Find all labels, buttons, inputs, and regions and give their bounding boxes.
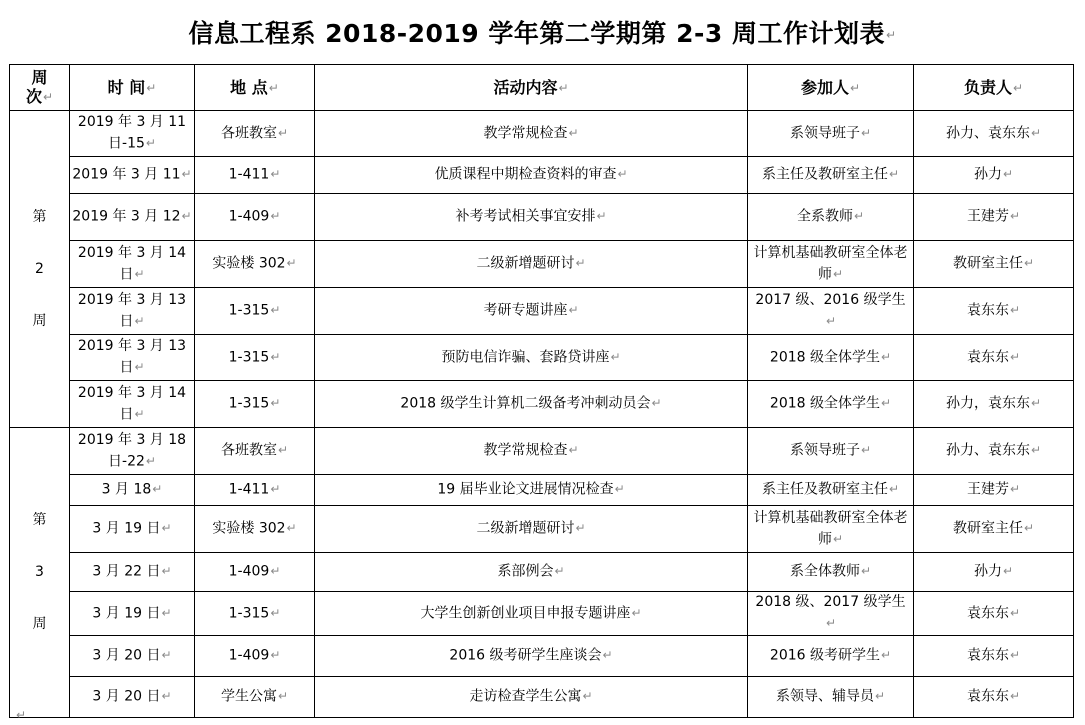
paragraph-mark: ↵ [16,708,27,722]
cell-time: 2019 年 3 月 11↵ [70,157,195,194]
work-plan-table [9,64,1074,718]
week-label [10,111,70,428]
cell-content: 教学常规检查↵ [315,111,748,157]
cell-time: 2019 年 3 月 12↵ [70,194,195,241]
cell-time: 2019 年 3 月 13 日↵ [70,288,195,335]
cell-time: 3 月 18↵ [70,475,195,506]
cell-participants: 2018 级、2017 级学生↵ [748,592,914,636]
cell-content: 二级新增题研讨↵ [315,241,748,288]
cell-content: 优质课程中期检查资料的审查↵ [315,157,748,194]
cell-time: 2019 年 3 月 18 日-22↵ [70,428,195,475]
cell-time: 2019 年 3 月 14 日↵ [70,241,195,288]
cell-place: 实验楼 302↵ [195,506,315,553]
cell-content: 2016 级考研学生座谈会↵ [315,635,748,676]
table-row [10,676,1074,717]
cell-owner: 孙力↵ [914,157,1074,194]
cell-content: 二级新增题研讨↵ [315,506,748,553]
cell-place: 1-315↵ [195,335,315,381]
table-row [10,194,1074,241]
cell-owner: 王建芳↵ [914,194,1074,241]
header-time: 时 间↵ [70,65,195,111]
header-content: 活动内容↵ [315,65,748,111]
table-row [10,111,1074,157]
week-char: 3 [35,564,44,581]
cell-place: 实验楼 302↵ [195,241,315,288]
cell-place: 各班教室↵ [195,111,315,157]
cell-participants: 全系教师↵ [748,194,914,241]
header-participants: 参加人↵ [748,65,914,111]
cell-participants: 系领导班子↵ [748,111,914,157]
header-row [10,65,1074,111]
cell-place: 1-315↵ [195,288,315,335]
header-owner: 负责人↵ [914,65,1074,111]
table-row [10,288,1074,335]
table-row [10,335,1074,381]
cell-content: 走访检查学生公寓↵ [315,676,748,717]
cell-owner: 王建芳↵ [914,475,1074,506]
cell-time: 2019 年 3 月 11 日-15↵ [70,111,195,157]
week-char: 周 [32,313,47,329]
cell-participants: 2017 级、2016 级学生↵ [748,288,914,335]
cell-content: 考研专题讲座↵ [315,288,748,335]
cell-place: 各班教室↵ [195,428,315,475]
cell-owner: 教研室主任↵ [914,241,1074,288]
cell-content: 19 届毕业论文进展情况检查↵ [315,475,748,506]
week-label [10,428,70,718]
cell-participants: 2018 级全体学生↵ [748,381,914,428]
table-row [10,241,1074,288]
header-week: 周 次↵ [10,65,70,111]
cell-place: 1-409↵ [195,635,315,676]
cell-participants: 系领导班子↵ [748,428,914,475]
cell-content: 系部例会↵ [315,553,748,592]
cell-owner: 孙力、袁东东↵ [914,111,1074,157]
cell-place: 1-409↵ [195,194,315,241]
cell-place: 1-411↵ [195,475,315,506]
cell-place: 1-409↵ [195,553,315,592]
cell-content: 预防电信诈骗、套路贷讲座↵ [315,335,748,381]
table-row [10,506,1074,553]
cell-content: 2018 级学生计算机二级备考冲刺动员会↵ [315,381,748,428]
cell-content: 大学生创新创业项目申报专题讲座↵ [315,592,748,636]
cell-content: 补考考试相关事宜安排↵ [315,194,748,241]
cell-participants: 计算机基础教研室全体老师↵ [748,506,914,553]
week-char: 第 [32,209,47,225]
cell-participants: 系领导、辅导员↵ [748,676,914,717]
table-row [10,157,1074,194]
table-row [10,553,1074,592]
cell-owner: 袁东东↵ [914,288,1074,335]
cell-owner: 袁东东↵ [914,592,1074,636]
header-place: 地 点↵ [195,65,315,111]
cell-participants: 计算机基础教研室全体老师↵ [748,241,914,288]
cell-place: 1-315↵ [195,592,315,636]
cell-owner: 袁东东↵ [914,335,1074,381]
cell-participants: 2018 级全体学生↵ [748,335,914,381]
cell-place: 1-411↵ [195,157,315,194]
cell-time: 3 月 20 日↵ [70,635,195,676]
table-row [10,635,1074,676]
cell-owner: 孙力↵ [914,553,1074,592]
page-title: 信息工程系 2018-2019 学年第二学期第 2-3 周工作计划表↵ [188,19,897,48]
cell-time: 2019 年 3 月 14 日↵ [70,381,195,428]
cell-time: 2019 年 3 月 13 日↵ [70,335,195,381]
week-char: 第 [32,512,47,529]
cell-time: 3 月 19 日↵ [70,506,195,553]
cell-content: 教学常规检查↵ [315,428,748,475]
cell-owner: 孙力，袁东东↵ [914,381,1074,428]
cell-participants: 2016 级考研学生↵ [748,635,914,676]
cell-owner: 袁东东↵ [914,635,1074,676]
cell-owner: 教研室主任↵ [914,506,1074,553]
cell-time: 3 月 20 日↵ [70,676,195,717]
table-row [10,428,1074,475]
cell-place: 学生公寓↵ [195,676,315,717]
cell-participants: 系全体教师↵ [748,553,914,592]
table-row [10,381,1074,428]
cell-participants: 系主任及教研室主任↵ [748,475,914,506]
cell-time: 3 月 22 日↵ [70,553,195,592]
cell-owner: 袁东东↵ [914,676,1074,717]
week-char: 2 [35,261,44,277]
cell-place: 1-315↵ [195,381,315,428]
cell-time: 3 月 19 日↵ [70,592,195,636]
cell-participants: 系主任及教研室主任↵ [748,157,914,194]
table-row [10,475,1074,506]
week-char: 周 [32,616,47,633]
table-row [10,592,1074,636]
cell-owner: 孙力、袁东东↵ [914,428,1074,475]
